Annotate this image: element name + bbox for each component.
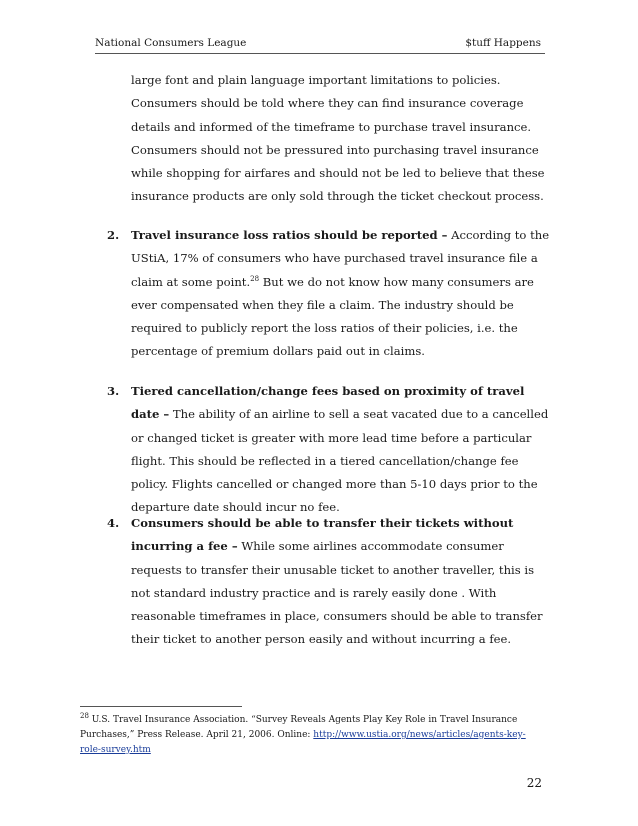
list-item-text: According to the UStiA, 17% of consumers who have purchased travel insurance file a claim at some point. <box>131 228 550 289</box>
list-item-text: The ability of an airline to sell a seat vacated due to a cancelled or changed ticket is greater with more lead time before a particular flight. This should be reflected in a tiered cancellation/change fee policy. Flights cancelled or changed more than 5-10 days prior to the departure date should incur no fee. <box>131 407 549 515</box>
footnote <box>80 713 542 758</box>
header-document-title: $tuff Happens <box>465 37 541 49</box>
list-item-body <box>131 224 552 364</box>
list-item-body <box>131 512 552 652</box>
list-item-heading: Travel insurance loss ratios should be reported – <box>131 228 448 242</box>
footnote-link[interactable]: http://www.ustia.org/news/articles/agents-key-role-survey.htm <box>80 730 526 755</box>
list-item-number: 3. <box>107 384 120 398</box>
list-item-heading: Consumers should be able to transfer their tickets without incurring a fee – <box>131 516 514 554</box>
list-item-heading: Tiered cancellation/change fees based on proximity of travel date – <box>131 384 525 422</box>
list-item-number: 2. <box>107 228 120 242</box>
list-item-text: While some airlines accommodate consumer requests to transfer their unusable ticket to another traveller, this is not standard industry practice and is rarely easily done . With reasonable timeframes in place, consumers should be able to transfer their ticket to another person easily and without incurring a fee. <box>131 539 543 647</box>
list-item-body <box>131 380 552 520</box>
page-header <box>95 37 545 54</box>
list-item-2 <box>107 224 552 364</box>
list-item-text-continued: But we do not know how many consumers are ever compensated when they file a claim. The industry should be required to publicly report the loss ratios of their policies, i.e. the percentage of premium dollars paid out in claims. <box>131 274 534 359</box>
footnote-reference[interactable]: 28 <box>250 274 260 283</box>
list-item-3 <box>107 380 552 520</box>
footnote-divider <box>80 706 242 707</box>
footnote-number: 28 <box>80 712 89 720</box>
list-item-number: 4. <box>107 516 120 530</box>
list-item-4 <box>107 512 552 652</box>
continuation-paragraph: large font and plain language important limitations to policies. Consumers should be told where they can find insurance coverage details and informed of the timeframe to purchase travel insurance. Consumers should not be pressured into purchasing travel insurance while shopping for airfares and should not be led to believe that these insurance products are only sold through the ticket checkout process. <box>131 73 545 204</box>
page-number: 22 <box>526 776 542 790</box>
header-organization: National Consumers League <box>95 37 247 49</box>
footnote-text: U.S. Travel Insurance Association. “Survey Reveals Agents Play Key Role in Travel Insurance Purchases,” Press Release. April 21, 2006. Online: <box>80 715 518 740</box>
